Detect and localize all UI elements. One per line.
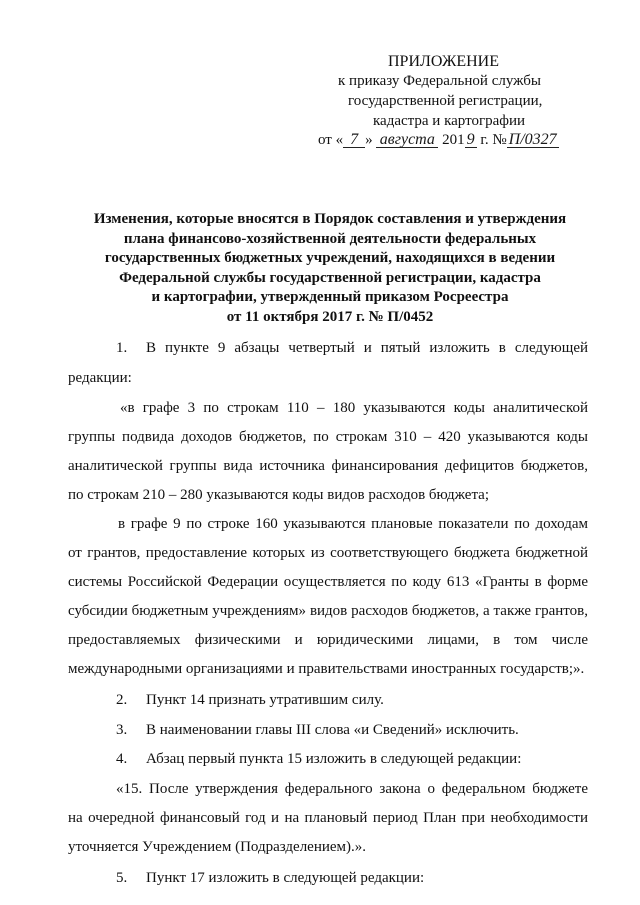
quote-1-line-1: «в графе 3 по строкам 110 – 180 указываются коды аналитической: [120, 400, 588, 416]
paragraph-3: 3. В наименовании главы III слова «и Сведений» исключить.: [116, 722, 519, 738]
title-line: и картографии, утвержденный приказом Росреестра: [151, 289, 509, 305]
paragraph-1-line-1: 1. В пункте 9 абзацы четвертый и пятый изложить в следующей: [116, 340, 588, 356]
quote-1-line-4: по строкам 210 – 280 указываются коды видов расходов бюджета;: [68, 487, 490, 503]
quote-2-line-6: международными организациями и правительствами иностранных государств;».: [68, 661, 585, 677]
quote-2-line-3: системы Российской Федерации осуществляется по коду 613 «Гранты в форме: [68, 574, 588, 590]
date-mid: »: [365, 132, 373, 148]
date-year-suffix: г. №: [480, 132, 507, 148]
document-title: [60, 210, 600, 327]
quote-3-line-3: уточняется Учреждением (Подразделением).».: [68, 839, 367, 855]
title-line: Изменения, которые вносятся в Порядок составления и утверждения: [93, 211, 567, 227]
appendix-line-4: кадастра и картографии: [373, 113, 526, 129]
paragraph-2: 2. Пункт 14 признать утратившим силу.: [116, 692, 384, 708]
quote-2-line-1: в графе 9 по строке 160 указываются плановые показатели по доходам: [118, 516, 588, 532]
paragraph-1-line-2: редакции:: [68, 370, 132, 386]
title-line: от 11 октября 2017 г. № П/0452: [226, 308, 434, 325]
quote-2-line-4: субсидии бюджетным учреждениям» видов расходов бюджетов, а также грантов,: [68, 603, 588, 619]
quote-2-line-5: предоставляемых физическими и юридическими лицами, в том числе: [68, 632, 588, 648]
item-number: 1.: [116, 340, 128, 356]
quote-3-line-1: «15. После утверждения федерального закона о федеральном бюджете: [116, 781, 588, 797]
quote-3-line-2: на очередной финансовый год и на плановый период План при необходимости: [68, 810, 588, 826]
title-line: плана финансово-хозяйственной деятельности федеральных: [123, 230, 537, 247]
date-prefix: от «: [318, 132, 344, 148]
paragraph-4: 4. Абзац первый пункта 15 изложить в следующей редакции:: [116, 751, 522, 767]
date-year-digit-handwritten: 9: [466, 131, 475, 148]
item-number: 2.: [116, 692, 128, 708]
title-line: Федеральной службы государственной регистрации, кадастра: [119, 269, 541, 286]
item-number: 5.: [116, 870, 128, 886]
quote-1-line-2: группы подвида доходов бюджетов, по строкам 310 – 420 указываются коды: [68, 429, 588, 445]
order-number-handwritten: П/0327: [508, 131, 557, 148]
item-number: 3.: [116, 722, 128, 738]
quote-2-line-2: от грантов, предоставление которых из соответствующего бюджета бюджетной: [68, 545, 588, 561]
title-line: государственных бюджетных учреждений, находящихся в ведении: [104, 250, 556, 266]
appendix-line-3: государственной регистрации,: [348, 93, 543, 109]
appendix-date-line: [318, 131, 559, 150]
paragraph-5: 5. Пункт 17 изложить в следующей редакции:: [116, 870, 425, 886]
appendix-title: ПРИЛОЖЕНИЕ: [388, 53, 500, 70]
date-year-prefix: 201: [442, 132, 465, 148]
appendix-line-2: к приказу Федеральной службы: [338, 73, 542, 89]
date-month-handwritten: августа: [376, 132, 438, 148]
quote-1-line-3: аналитической группы вида источника финансирования дефицитов бюджетов,: [68, 458, 588, 474]
date-day-handwritten: 7: [343, 132, 365, 148]
item-number: 4.: [116, 751, 128, 767]
